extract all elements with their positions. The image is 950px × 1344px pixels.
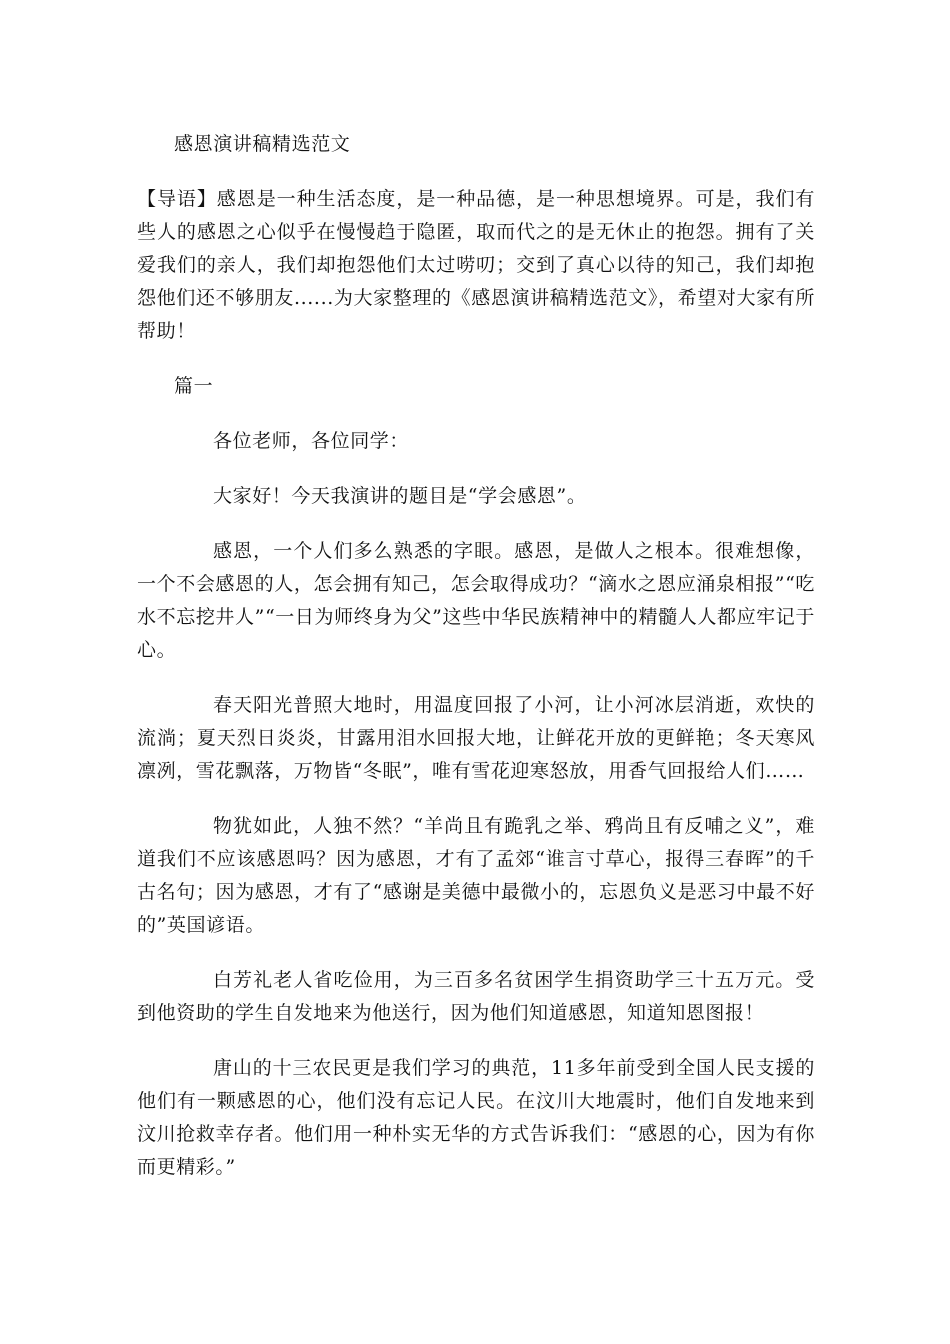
document-title: 感恩演讲稿精选范文: [174, 133, 351, 155]
body-paragraph: 白芳礼老人省吃俭用，为三百多名贫困学生捐资助学三十五万元。受到他资助的学生自发地来为他送行，因为他们知道感恩，知道知恩图报！: [137, 969, 815, 1024]
body-paragraph: 春天阳光普照大地时，用温度回报了小河，让小河冰层消逝，欢快的流淌；夏天烈日炎炎，甘露用泪水回报大地，让鲜花开放的更鲜艳；冬天寒风凛冽，雪花飘落，万物皆“冬眠”，唯有雪花迎寒怒放，用香气回报给人们……: [137, 694, 815, 782]
body-paragraph: 唐山的十三农民更是我们学习的典范，11多年前受到全国人民支援的他们有一颗感恩的心，他们没有忘记人民。在汶川大地震时，他们自发地来到汶川抢救幸存者。他们用一种朴实无华的方式告诉我们：“感恩的心，因为有你而更精彩。”: [137, 1057, 815, 1178]
section-label: 篇一: [174, 375, 214, 397]
body-paragraph: 物犹如此，人独不然？“羊尚且有跪乳之举、鸦尚且有反哺之义”，难道我们不应该感恩吗？因为感恩，才有了孟郊“谁言寸草心，报得三春晖”的千古名句；因为感恩，才有了“感谢是美德中最微小的，忘恩负义是恶习中最不好的”英国谚语。: [137, 815, 815, 936]
intro-paragraph: 【导语】感恩是一种生活态度，是一种品德，是一种思想境界。可是，我们有些人的感恩之心似乎在慢慢趋于隐匿，取而代之的是无休止的抱怨。拥有了关爱我们的亲人，我们却抱怨他们太过唠叨；交到了真心以待的知己，我们却抱怨他们还不够朋友......为大家整理的《感恩演讲稿精选范文》，希望对大家有所帮助！: [137, 188, 815, 342]
salutation-paragraph: 各位老师，各位同学：: [213, 430, 410, 452]
greeting-paragraph: 大家好！今天我演讲的题目是“学会感恩”。: [213, 485, 587, 507]
document-body: [137, 128, 815, 1206]
body-paragraph: 感恩，一个人们多么熟悉的字眼。感恩，是做人之根本。很难想像，一个不会感恩的人，怎会拥有知己，怎会取得成功？“滴水之恩应涌泉相报”“吃水不忘挖井人”“一日为师终身为父”这些中华民族精神中的精髓人人都应牢记于心。: [137, 540, 815, 661]
